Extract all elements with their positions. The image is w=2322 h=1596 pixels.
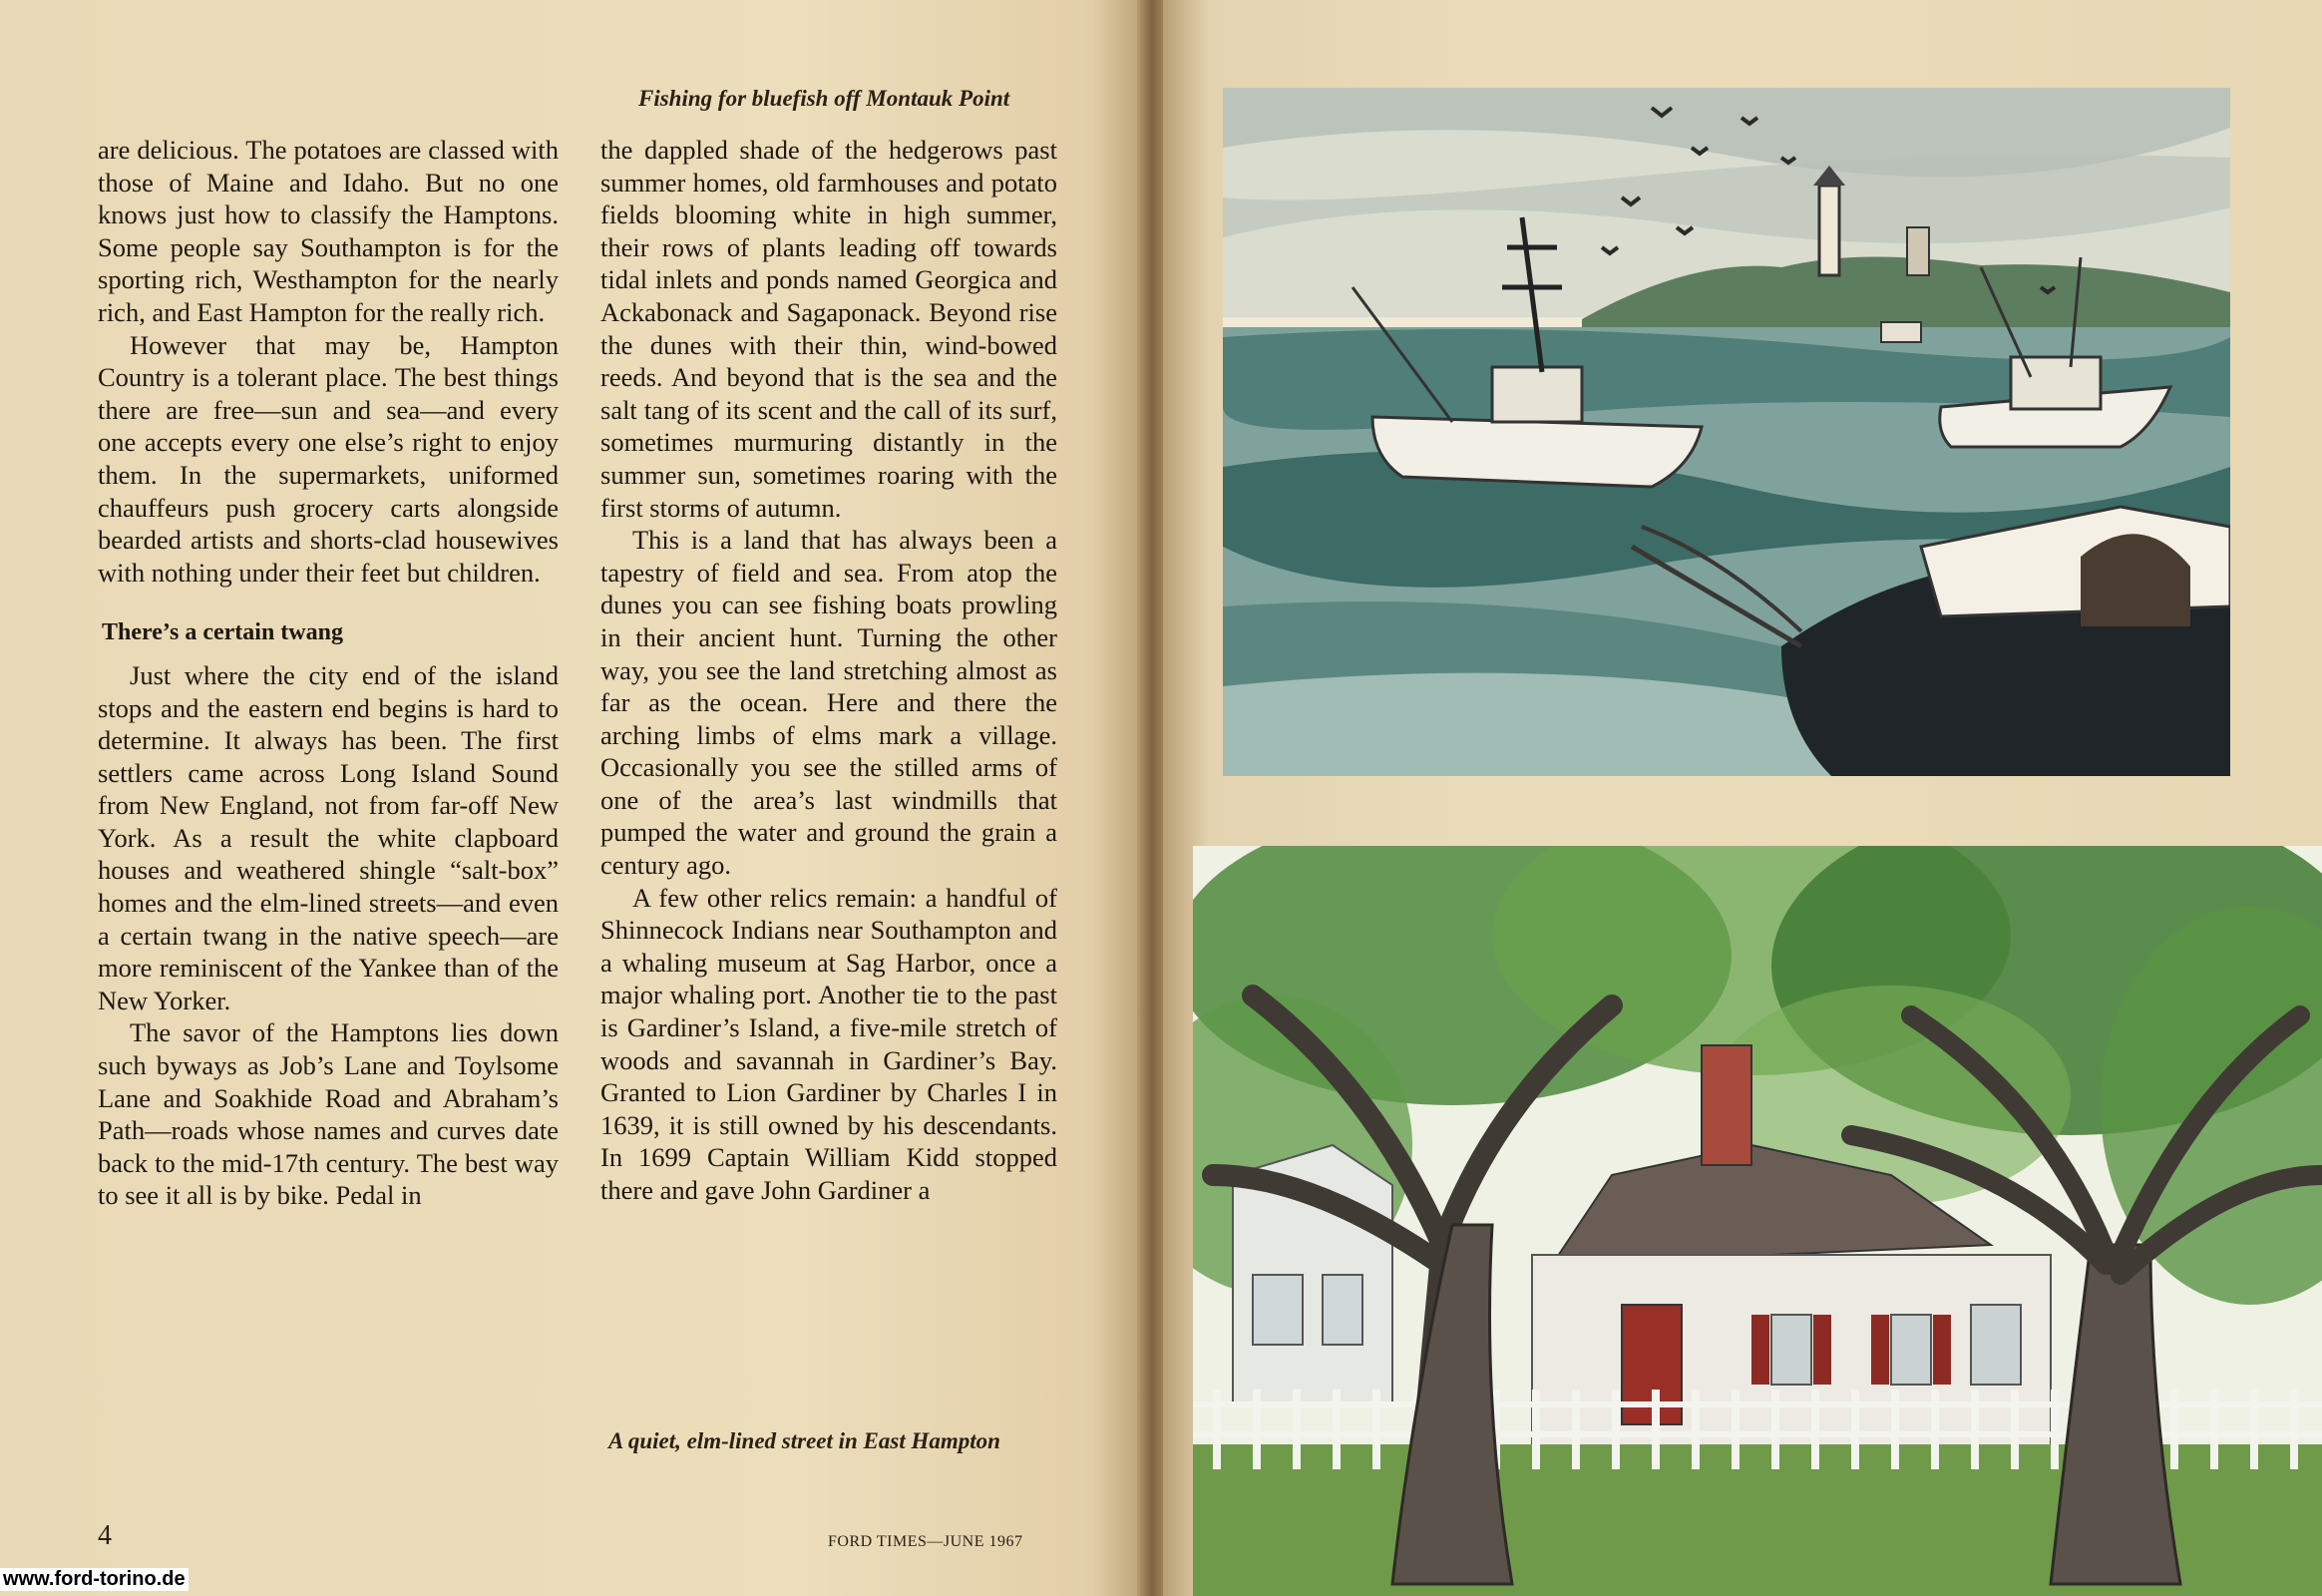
section-heading: There’s a certain twang — [102, 619, 343, 646]
watermark-url: www.ford-torino.de — [0, 1568, 189, 1591]
caption-bottom: A quiet, elm-lined street in East Hampton — [608, 1428, 1000, 1453]
page-number: 4 — [98, 1520, 112, 1551]
caption-top: Fishing for bluefish off Montauk Point — [638, 86, 1010, 111]
paragraph: A few other relics remain: a handful of Shinnecock Indians near Southampton and a whaling museum at Sag Harbor, once a major whaling port. Another tie to the past is Gardiner’s Island, a five-mile stretch of woods and savannah in Gardiner’s Bay. Granted to Lion Gardiner by Charles I in 1639, it is still owned by his descendants. In 1699 Captain William Kidd stopped there and gave John Gardiner a — [600, 882, 1057, 1205]
text-column-1 — [98, 134, 559, 1212]
paragraph: the dappled shade of the hedgerows past summer homes, old farmhouses and potato fields blooming white in high summer, their rows of plants leading off towards tidal inlets and ponds named Georgica and Ackabonack and Sagaponack. Beyond rise the dunes with their thin, wind-bowed reeds. And beyond that is the sea and the salt tang of its scent and the call of its surf, sometimes murmuring distantly in the summer sun, sometimes roaring with the first storms of autumn. — [600, 135, 1057, 523]
fishing-boats-painting — [1223, 88, 2230, 776]
paragraph: The savor of the Hamptons lies down such byways as Job’s Lane and Toylsome Lane and Soakhide Road and Abraham’s Path—roads whose names and curves date back to the mid-17th century. The best way to see it all is by bike. Pedal in — [98, 1017, 559, 1211]
paragraph: However that may be, Hampton Country is a tolerant place. The best things there are free—sun and sea—and every one accepts every one else’s right to enjoy them. In the supermarkets, uniformed chauffeurs push grocery carts alongside bearded artists and shorts-clad housewives with nothing under their feet but children. — [98, 329, 559, 588]
paragraph: This is a land that has always been a tapestry of field and sea. From atop the dunes you can see fishing boats prowling in their ancient hunt. Turning the other way, you see the land stretching almost as far as the ocean. Here and there the arching limbs of elms mark a village. Occasionally you see the stilled arms of one of the area’s last windmills that pumped the water and ground the grain a century ago. — [600, 525, 1057, 881]
running-foot: FORD TIMES—JUNE 1967 — [828, 1533, 1023, 1550]
paragraph: Just where the city end of the island stops and the eastern end begins is hard to determine. It always has been. The first settlers came across Long Island Sound from New England, not from far-off New York. As a result the white clapboard houses and weathered shingle “salt-box” homes and the elm-lined streets—and even a certain twang in the native speech—are more reminiscent of the Yankee than of the New Yorker. — [98, 659, 559, 1015]
elm-street-painting — [1193, 846, 2322, 1596]
paragraph: are delicious. The potatoes are classed with those of Maine and Idaho. But no one knows just how to classify the Hamptons. Some people say Southampton is for the sporting rich, Westhampton for the nearly rich, and East Hampton for the really rich. — [98, 135, 559, 327]
text-column-2 — [600, 134, 1057, 1207]
